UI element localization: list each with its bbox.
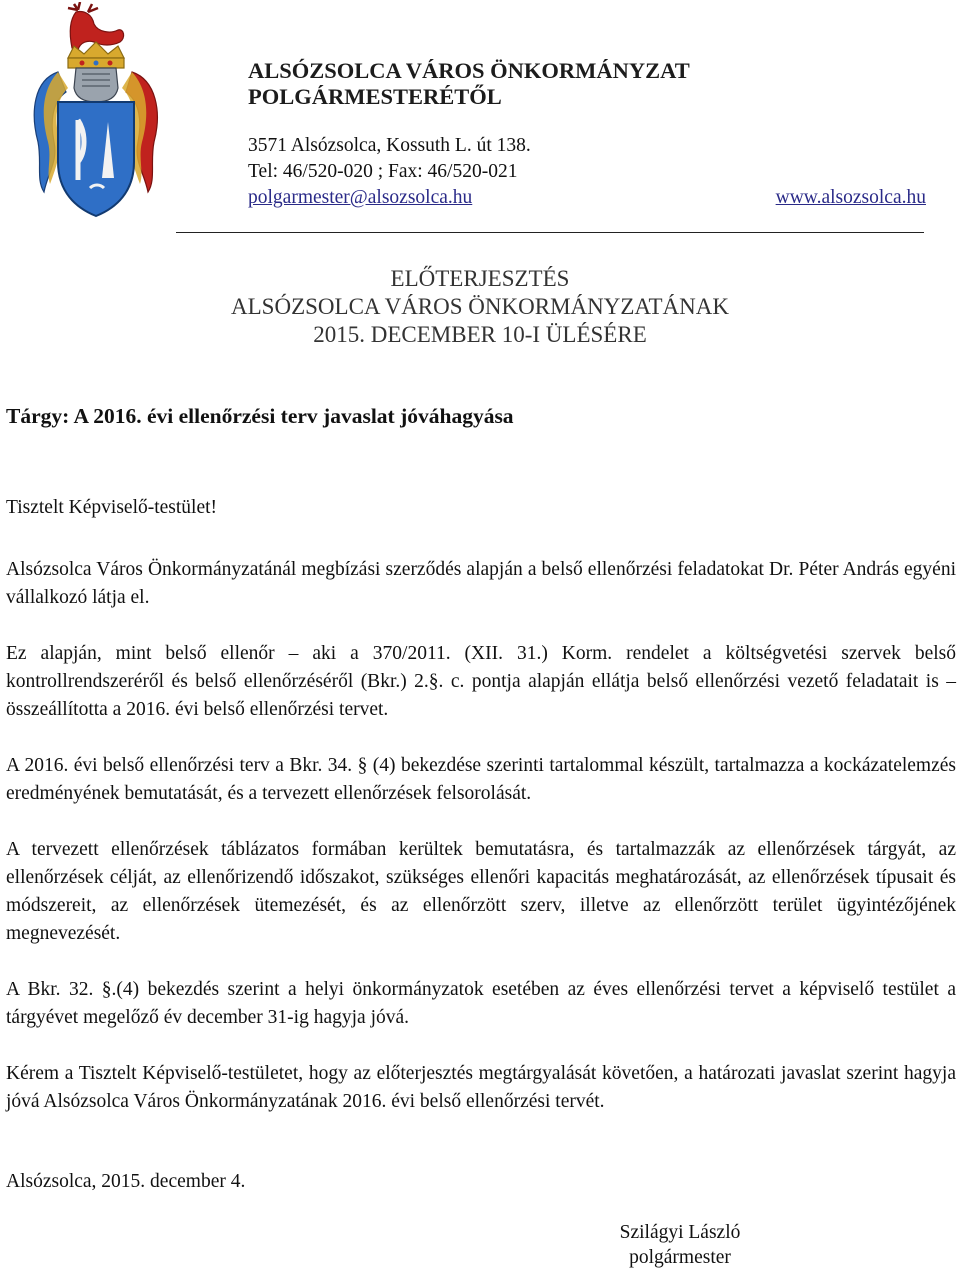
paragraph-5: A Bkr. 32. §.(4) bekezdés szerint a helyi önkormányzatok esetében az éves ellenőrzési tervet a képviselő testület a tárgyévet megelőző év december 31-ig hagyja jóvá. <box>6 979 956 1028</box>
paragraph-4: A tervezett ellenőrzések táblázatos formában kerültek bemutatásra, és tartalmazzák az ellenőrzések tárgyát, az ellenőrzések célját, az ellenőrizendő időszakot, szükséges ellenőri kapacitás meghatározását, az ellenőrzések típusait és módszereit, az ellenőrzések ütemezését, és az ellenőrzött szerv, illetve az ellenőrzött terület ügyintézőjének megnevezését. <box>6 839 956 944</box>
signatory-name: Szilágyi László <box>619 1222 741 1243</box>
email-link[interactable]: polgarmester@alsozsolca.hu <box>248 187 473 208</box>
organization-department: POLGÁRMESTERÉTŐL <box>248 84 502 109</box>
place-date: Alsózsolca, 2015. december 4. <box>6 1171 246 1192</box>
header-divider <box>176 232 924 233</box>
coat-of-arms-logo <box>28 2 164 220</box>
document-recipient-title: ALSÓZSOLCA VÁROS ÖNKORMÁNYZATÁNAK <box>231 294 729 319</box>
website-link[interactable]: www.alsozsolca.hu <box>775 187 926 208</box>
paragraph-3: A 2016. évi belső ellenőrzési terv a Bkr. 34. § (4) bekezdése szerinti tartalommal készült, tartalmazza a kockázatelemzés eredményének bemutatását, és a tervezett ellenőrzések felsorolását. <box>6 755 956 804</box>
signatory-title: polgármester <box>629 1247 731 1268</box>
organization-name: ALSÓZSOLCA VÁROS ÖNKORMÁNYZAT <box>248 58 690 83</box>
meeting-date-title: 2015. DECEMBER 10-I ÜLÉSÉRE <box>313 322 647 347</box>
postal-address: 3571 Alsózsolca, Kossuth L. út 138. <box>248 135 531 156</box>
subject-line: Tárgy: A 2016. évi ellenőrzési terv javaslat jóváhagyása <box>6 404 514 428</box>
document-type-title: ELŐTERJESZTÉS <box>390 266 570 291</box>
paragraph-1: Alsózsolca Város Önkormányzatánál megbízási szerződés alapján a belső ellenőrzési feladatokat Dr. Péter András egyéni vállalkozó látja el. <box>6 559 956 608</box>
paragraph-6: Kérem a Tisztelt Képviselő-testületet, hogy az előterjesztés megtárgyalását követően, a határozati javaslat szerint hagyja jóvá Alsózsolca Város Önkormányzatának 2016. évi belső ellenőrzési tervét. <box>6 1063 956 1112</box>
paragraph-2: Ez alapján, mint belső ellenőr – aki a 370/2011. (XII. 31.) Korm. rendelet a költségvetési szervek belső kontrollrendszeréről és belső ellenőrzéséről (Bkr.) 2.§. c. pontja alapján ellátja belső ellenőrzési vezető feladatait is – összeállította a 2016. évi belső ellenőrzési tervet. <box>6 643 956 720</box>
phone-fax: Tel: 46/520-020 ; Fax: 46/520-021 <box>248 161 518 182</box>
salutation: Tisztelt Képviselő-testület! <box>6 497 218 518</box>
